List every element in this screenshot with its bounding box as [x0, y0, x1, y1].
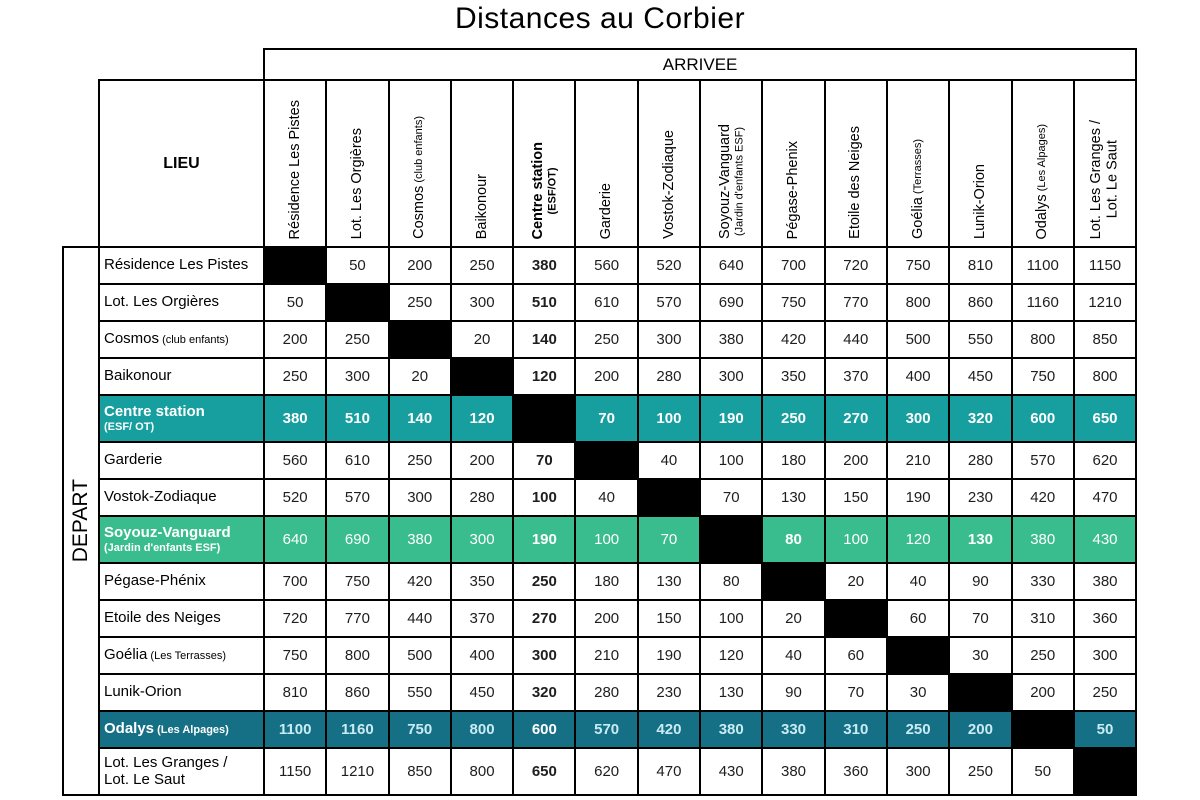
- col-header: Lot. Les Orgières: [326, 80, 388, 247]
- distance-cell: 250: [575, 321, 637, 358]
- row-header: Lot. Les Orgières: [99, 284, 264, 321]
- distance-cell: 1100: [264, 711, 326, 748]
- depart-header: DEPART: [63, 247, 99, 795]
- distance-cell: 200: [1012, 674, 1074, 711]
- distance-cell: 700: [762, 247, 824, 284]
- distance-cell: 1100: [1012, 247, 1074, 284]
- table-row: [63, 321, 1136, 358]
- distance-cell: 380: [513, 247, 575, 284]
- distance-cell: 70: [700, 479, 762, 516]
- page-title: Distances au Corbier: [454, 2, 746, 35]
- distance-cell: 570: [326, 479, 388, 516]
- distance-cell: 500: [389, 637, 451, 674]
- row-header: Soyouz-Vanguard (Jardin d'enfants ESF): [99, 516, 264, 563]
- distance-cell: 30: [949, 637, 1011, 674]
- diagonal-cell: [513, 395, 575, 442]
- distance-cell: 250: [1074, 674, 1136, 711]
- diagonal-cell: [264, 247, 326, 284]
- diagonal-cell: [1074, 748, 1136, 795]
- row-header: Pégase-Phénix: [99, 563, 264, 600]
- distance-cell: 70: [949, 600, 1011, 637]
- distance-cell: 20: [451, 321, 513, 358]
- distance-cell: 560: [264, 442, 326, 479]
- row-header: Baikonour: [99, 358, 264, 395]
- distance-cell: 80: [700, 563, 762, 600]
- lieu-header: LIEU: [99, 80, 264, 247]
- col-header: Odalys (Les Alpages): [1012, 80, 1074, 247]
- table-row: [63, 711, 1136, 748]
- distance-cell: 650: [1074, 395, 1136, 442]
- row-header: Vostok-Zodiaque: [99, 479, 264, 516]
- distance-cell: 800: [1012, 321, 1074, 358]
- table-row: [63, 516, 1136, 563]
- distance-cell: 330: [1012, 563, 1074, 600]
- col-header: Lot. Les Granges / Lot. Le Saut: [1074, 80, 1136, 247]
- distance-cell: 520: [264, 479, 326, 516]
- distance-cell: 200: [575, 358, 637, 395]
- distance-cell: 380: [264, 395, 326, 442]
- distance-cell: 400: [887, 358, 949, 395]
- distance-cell: 750: [887, 247, 949, 284]
- distance-cell: 1160: [326, 711, 388, 748]
- distance-cell: 600: [1012, 395, 1074, 442]
- distance-cell: 50: [264, 284, 326, 321]
- distance-cell: 130: [638, 563, 700, 600]
- arrivee-header: ARRIVEE: [264, 49, 1136, 80]
- distance-cell: 250: [389, 284, 451, 321]
- corner-blank: [63, 49, 264, 80]
- distance-cell: 200: [264, 321, 326, 358]
- distance-cell: 190: [513, 516, 575, 563]
- distance-cell: 250: [1012, 637, 1074, 674]
- distance-cell: 850: [389, 748, 451, 795]
- distance-cell: 450: [949, 358, 1011, 395]
- col-header: Pégase-Phenix: [762, 80, 824, 247]
- diagonal-cell: [887, 637, 949, 674]
- distance-cell: 420: [762, 321, 824, 358]
- distance-cell: 380: [762, 748, 824, 795]
- row-header: Lunik-Orion: [99, 674, 264, 711]
- diagonal-cell: [451, 358, 513, 395]
- distance-cell: 300: [389, 479, 451, 516]
- distance-cell: 320: [949, 395, 1011, 442]
- distance-cell: 120: [451, 395, 513, 442]
- distance-cell: 190: [638, 637, 700, 674]
- distance-cell: 560: [575, 247, 637, 284]
- distance-cell: 690: [700, 284, 762, 321]
- diagonal-cell: [825, 600, 887, 637]
- table-row: [63, 479, 1136, 516]
- table-head: [63, 49, 1136, 247]
- diagonal-cell: [700, 516, 762, 563]
- distance-cell: 380: [700, 321, 762, 358]
- distance-cell: 250: [513, 563, 575, 600]
- distance-cell: 280: [575, 674, 637, 711]
- distance-cell: 210: [887, 442, 949, 479]
- distance-cell: 750: [1012, 358, 1074, 395]
- distance-cell: 510: [513, 284, 575, 321]
- distance-cell: 750: [326, 563, 388, 600]
- distance-cell: 100: [575, 516, 637, 563]
- distance-cell: 100: [638, 395, 700, 442]
- distance-cell: 250: [949, 748, 1011, 795]
- distance-cell: 70: [513, 442, 575, 479]
- distance-cell: 230: [638, 674, 700, 711]
- distance-cell: 810: [949, 247, 1011, 284]
- distance-cell: 120: [887, 516, 949, 563]
- distance-cell: 470: [1074, 479, 1136, 516]
- corner-blank: [63, 80, 99, 247]
- distance-cell: 230: [949, 479, 1011, 516]
- distance-cell: 860: [326, 674, 388, 711]
- distance-cell: 200: [575, 600, 637, 637]
- distance-cell: 310: [825, 711, 887, 748]
- distance-cell: 620: [1074, 442, 1136, 479]
- table-row: [63, 284, 1136, 321]
- distance-cell: 550: [949, 321, 1011, 358]
- distance-cell: 440: [389, 600, 451, 637]
- distance-cell: 420: [389, 563, 451, 600]
- distance-cell: 750: [389, 711, 451, 748]
- distance-cell: 250: [887, 711, 949, 748]
- col-header: Goélia (Terrasses): [887, 80, 949, 247]
- distance-cell: 70: [575, 395, 637, 442]
- distance-cell: 450: [451, 674, 513, 711]
- distance-cell: 320: [513, 674, 575, 711]
- distance-cell: 370: [825, 358, 887, 395]
- distance-cell: 360: [1074, 600, 1136, 637]
- distance-cell: 420: [638, 711, 700, 748]
- distance-cell: 800: [326, 637, 388, 674]
- distance-cell: 20: [389, 358, 451, 395]
- distance-cell: 380: [700, 711, 762, 748]
- distance-cell: 100: [825, 516, 887, 563]
- distance-cell: 70: [638, 516, 700, 563]
- distance-cell: 1210: [326, 748, 388, 795]
- distance-cell: 570: [638, 284, 700, 321]
- distance-cell: 50: [1074, 711, 1136, 748]
- distance-cell: 200: [451, 442, 513, 479]
- diagonal-cell: [762, 563, 824, 600]
- distance-cell: 500: [887, 321, 949, 358]
- distance-cell: 550: [389, 674, 451, 711]
- diagonal-cell: [575, 442, 637, 479]
- distance-cell: 430: [1074, 516, 1136, 563]
- distance-cell: 770: [825, 284, 887, 321]
- distance-cell: 720: [264, 600, 326, 637]
- distance-cell: 300: [326, 358, 388, 395]
- column-header-row: [63, 80, 1136, 247]
- table-row: [63, 600, 1136, 637]
- col-header: Résidence Les Pistes: [264, 80, 326, 247]
- col-header: Vostok-Zodiaque: [638, 80, 700, 247]
- distance-cell: 520: [638, 247, 700, 284]
- distance-cell: 40: [887, 563, 949, 600]
- distance-cell: 640: [700, 247, 762, 284]
- distance-cell: 20: [762, 600, 824, 637]
- distance-cell: 130: [762, 479, 824, 516]
- distance-cell: 30: [887, 674, 949, 711]
- col-header: Garderie: [575, 80, 637, 247]
- distance-cell: 420: [1012, 479, 1074, 516]
- distance-cell: 140: [389, 395, 451, 442]
- row-header: Goélia (Les Terrasses): [99, 637, 264, 674]
- distance-cell: 50: [1012, 748, 1074, 795]
- distance-cell: 380: [1012, 516, 1074, 563]
- row-header: Lot. Les Granges / Lot. Le Saut: [99, 748, 264, 795]
- distance-cell: 430: [700, 748, 762, 795]
- distance-cell: 100: [700, 442, 762, 479]
- distance-cell: 800: [1074, 358, 1136, 395]
- distance-cell: 250: [264, 358, 326, 395]
- distance-cell: 610: [326, 442, 388, 479]
- distance-cell: 860: [949, 284, 1011, 321]
- diagonal-cell: [1012, 711, 1074, 748]
- row-header: Centre station (ESF/ OT): [99, 395, 264, 442]
- diagonal-cell: [949, 674, 1011, 711]
- distance-cell: 250: [762, 395, 824, 442]
- diagonal-cell: [326, 284, 388, 321]
- distance-cell: 70: [825, 674, 887, 711]
- distance-cell: 280: [949, 442, 1011, 479]
- distance-cell: 800: [451, 748, 513, 795]
- distance-cell: 270: [513, 600, 575, 637]
- distance-cell: 650: [513, 748, 575, 795]
- distance-table: [62, 48, 1137, 796]
- distance-cell: 200: [389, 247, 451, 284]
- distance-cell: 400: [451, 637, 513, 674]
- distance-cell: 250: [451, 247, 513, 284]
- table-row: [63, 674, 1136, 711]
- distance-cell: 200: [825, 442, 887, 479]
- distance-cell: 60: [825, 637, 887, 674]
- distance-cell: 800: [451, 711, 513, 748]
- distance-cell: 90: [762, 674, 824, 711]
- distance-cell: 100: [513, 479, 575, 516]
- table-body: [63, 247, 1136, 795]
- distance-cell: 300: [451, 284, 513, 321]
- row-header: Garderie: [99, 442, 264, 479]
- col-header: Cosmos (club enfants): [389, 80, 451, 247]
- distance-cell: 140: [513, 321, 575, 358]
- distance-cell: 620: [575, 748, 637, 795]
- distance-cell: 150: [825, 479, 887, 516]
- distance-cell: 190: [887, 479, 949, 516]
- table-row: [63, 358, 1136, 395]
- distance-cell: 250: [389, 442, 451, 479]
- distance-cell: 770: [326, 600, 388, 637]
- distance-cell: 570: [1012, 442, 1074, 479]
- distance-cell: 130: [949, 516, 1011, 563]
- distance-cell: 150: [638, 600, 700, 637]
- distance-cell: 130: [700, 674, 762, 711]
- col-header: Baikonour: [451, 80, 513, 247]
- distance-cell: 720: [825, 247, 887, 284]
- distance-cell: 210: [575, 637, 637, 674]
- distance-cell: 50: [326, 247, 388, 284]
- distance-cell: 250: [326, 321, 388, 358]
- distance-cell: 440: [825, 321, 887, 358]
- table-row: [63, 563, 1136, 600]
- col-header: Lunik-Orion: [949, 80, 1011, 247]
- col-header: Soyouz-Vanguard (Jardin d'enfants ESF): [700, 80, 762, 247]
- distance-cell: 80: [762, 516, 824, 563]
- diagonal-cell: [389, 321, 451, 358]
- distance-cell: 120: [513, 358, 575, 395]
- distance-cell: 270: [825, 395, 887, 442]
- distance-cell: 300: [700, 358, 762, 395]
- distance-cell: 40: [762, 637, 824, 674]
- row-header: Odalys (Les Alpages): [99, 711, 264, 748]
- distance-cell: 370: [451, 600, 513, 637]
- distance-cell: 330: [762, 711, 824, 748]
- col-header: Centre station (ESF/OT): [513, 80, 575, 247]
- distance-cell: 200: [949, 711, 1011, 748]
- table-row: [63, 442, 1136, 479]
- row-header: Résidence Les Pistes: [99, 247, 264, 284]
- table-row: [63, 748, 1136, 795]
- distance-cell: 810: [264, 674, 326, 711]
- table-row: [63, 637, 1136, 674]
- distance-cell: 300: [513, 637, 575, 674]
- distance-cell: 280: [638, 358, 700, 395]
- distance-cell: 90: [949, 563, 1011, 600]
- distance-cell: 60: [887, 600, 949, 637]
- distance-cell: 300: [1074, 637, 1136, 674]
- table-row: [63, 395, 1136, 442]
- distance-cell: 800: [887, 284, 949, 321]
- distance-cell: 640: [264, 516, 326, 563]
- distance-cell: 690: [326, 516, 388, 563]
- distance-cell: 1210: [1074, 284, 1136, 321]
- distance-cell: 300: [887, 748, 949, 795]
- distance-cell: 100: [700, 600, 762, 637]
- distance-cell: 380: [389, 516, 451, 563]
- distance-cell: 350: [762, 358, 824, 395]
- row-header: Cosmos (club enfants): [99, 321, 264, 358]
- distance-cell: 40: [638, 442, 700, 479]
- distance-cell: 600: [513, 711, 575, 748]
- distance-cell: 510: [326, 395, 388, 442]
- distance-cell: 300: [638, 321, 700, 358]
- distance-cell: 380: [1074, 563, 1136, 600]
- distance-cell: 310: [1012, 600, 1074, 637]
- distance-cell: 1150: [1074, 247, 1136, 284]
- distance-cell: 190: [700, 395, 762, 442]
- distance-cell: 180: [575, 563, 637, 600]
- table-row: [63, 247, 1136, 284]
- distance-cell: 360: [825, 748, 887, 795]
- distance-cell: 750: [264, 637, 326, 674]
- distance-cell: 280: [451, 479, 513, 516]
- distance-cell: 350: [451, 563, 513, 600]
- distance-cell: 40: [575, 479, 637, 516]
- distance-cell: 120: [700, 637, 762, 674]
- row-header: Etoile des Neiges: [99, 600, 264, 637]
- diagonal-cell: [638, 479, 700, 516]
- distance-cell: 470: [638, 748, 700, 795]
- distance-cell: 20: [825, 563, 887, 600]
- distance-cell: 1150: [264, 748, 326, 795]
- distance-cell: 300: [451, 516, 513, 563]
- distance-cell: 300: [887, 395, 949, 442]
- col-header: Etoile des Neiges: [825, 80, 887, 247]
- distance-cell: 750: [762, 284, 824, 321]
- distance-cell: 180: [762, 442, 824, 479]
- distance-cell: 700: [264, 563, 326, 600]
- distance-cell: 570: [575, 711, 637, 748]
- distance-cell: 850: [1074, 321, 1136, 358]
- distance-cell: 610: [575, 284, 637, 321]
- distance-cell: 1160: [1012, 284, 1074, 321]
